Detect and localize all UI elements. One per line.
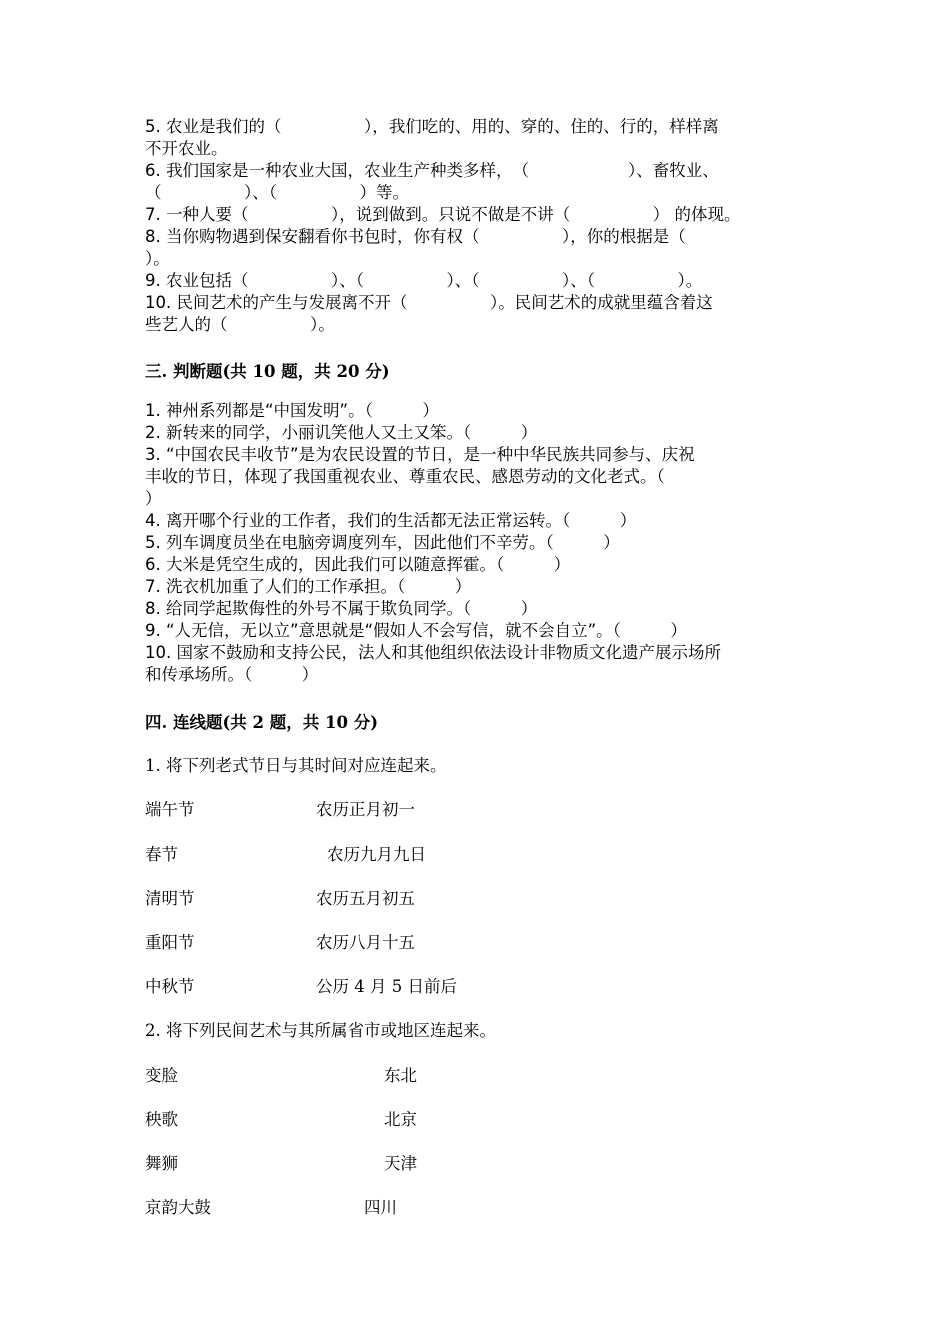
match-q2-right-3: 天津	[384, 1154, 417, 1173]
fill-blank-q6-line1: 6. 我们国家是一种农业大国，农业生产种类多样， （ ）、畜牧业、	[145, 161, 719, 180]
section-heading-matching: 四. 连线题(共 2 题，共 10 分)	[145, 713, 379, 732]
match-q2-prompt: 2. 将下列民间艺术与其所属省市或地区连起来。	[145, 1021, 496, 1040]
match-q2-right-2: 北京	[384, 1110, 417, 1129]
tf-q7: 7. 洗衣机加重了人们的工作承担。（ ）	[145, 577, 472, 596]
tf-q3-line1: 3. “中国农民丰收节”是为农民设置的节日，是一种中华民族共同参与、庆祝	[145, 445, 695, 464]
match-q2-left-2: 秧歌	[145, 1110, 178, 1129]
tf-q3-line2: 丰收的节日，体现了我国重视农业、尊重农民、感恩劳动的文化老式。（	[145, 467, 665, 486]
fill-blank-q5-line1: 5. 农业是我们的（ ），我们吃的、用的、穿的、住的、行的，样样离	[145, 117, 719, 136]
fill-blank-q10-line1: 10. 民间艺术的产生与发展离不开（ ）。民间艺术的成就里蕴含着这	[145, 293, 713, 312]
match-q1-left-3: 清明节	[145, 889, 195, 908]
match-q1-right-2: 农历九月九日	[327, 845, 426, 864]
match-q1-right-4: 农历八月十五	[316, 933, 415, 952]
match-q1-right-5: 公历 4 月 5 日前后	[316, 977, 457, 996]
tf-q1: 1. 神州系列都是“中国发明”。（ ）	[145, 401, 439, 420]
tf-q9: 9. “人无信，无以立”意思就是“假如人不会写信，就不会自立”。（ ）	[145, 621, 687, 640]
tf-q2: 2. 新转来的同学，小丽讥笑他人又土又笨。（ ）	[145, 423, 538, 442]
fill-blank-q8-line2: ）。	[145, 249, 170, 268]
tf-q4: 4. 离开哪个行业的工作者，我们的生活都无法正常运转。（ ）	[145, 511, 637, 530]
tf-q5: 5. 列车调度员坐在电脑旁调度列车，因此他们不辛劳。（ ）	[145, 533, 620, 552]
match-q2-left-4: 京韵大鼓	[145, 1198, 211, 1217]
match-q2-right-1: 东北	[384, 1066, 417, 1085]
match-q1-right-1: 农历正月初一	[316, 800, 415, 819]
fill-blank-q10-line2: 些艺人的（ ）。	[145, 315, 335, 334]
match-q1-prompt: 1. 将下列老式节日与其时间对应连起来。	[145, 756, 447, 775]
tf-q10-line1: 10. 国家不鼓励和支持公民，法人和其他组织依法设计非物质文化遗产展示场所	[145, 643, 721, 662]
match-q1-right-3: 农历五月初五	[316, 889, 415, 908]
fill-blank-q6-line2: （ ）、（ ）等。	[145, 183, 409, 202]
match-q1-left-5: 中秋节	[145, 977, 195, 996]
tf-q10-line2: 和传承场所。（ ）	[145, 665, 319, 684]
fill-blank-q8-line1: 8. 当你购物遇到保安翻看你书包时，你有权（ ），你的根据是（	[145, 227, 686, 246]
tf-q6: 6. 大米是凭空生成的，因此我们可以随意挥霍。（ ）	[145, 555, 571, 574]
tf-q8: 8. 给同学起欺侮性的外号不属于欺负同学。（ ）	[145, 599, 538, 618]
match-q2-left-3: 舞狮	[145, 1154, 178, 1173]
match-q1-left-1: 端午节	[145, 800, 195, 819]
match-q2-right-4: 四川	[364, 1198, 397, 1217]
match-q2-left-1: 变脸	[145, 1066, 178, 1085]
section-heading-true-false: 三. 判断题(共 10 题，共 20 分)	[145, 362, 390, 381]
fill-blank-q7: 7. 一种人要（ ），说到做到。只说不做是不讲（ ） 的体现。	[145, 205, 741, 224]
fill-blank-q5-line2: 不开农业。	[145, 139, 228, 158]
fill-blank-q9: 9. 农业包括（ ）、（ ）、（ ）、（ ）。	[145, 271, 703, 290]
match-q1-left-2: 春节	[145, 845, 178, 864]
tf-q3-line3: ）	[145, 489, 162, 508]
match-q1-left-4: 重阳节	[145, 933, 195, 952]
